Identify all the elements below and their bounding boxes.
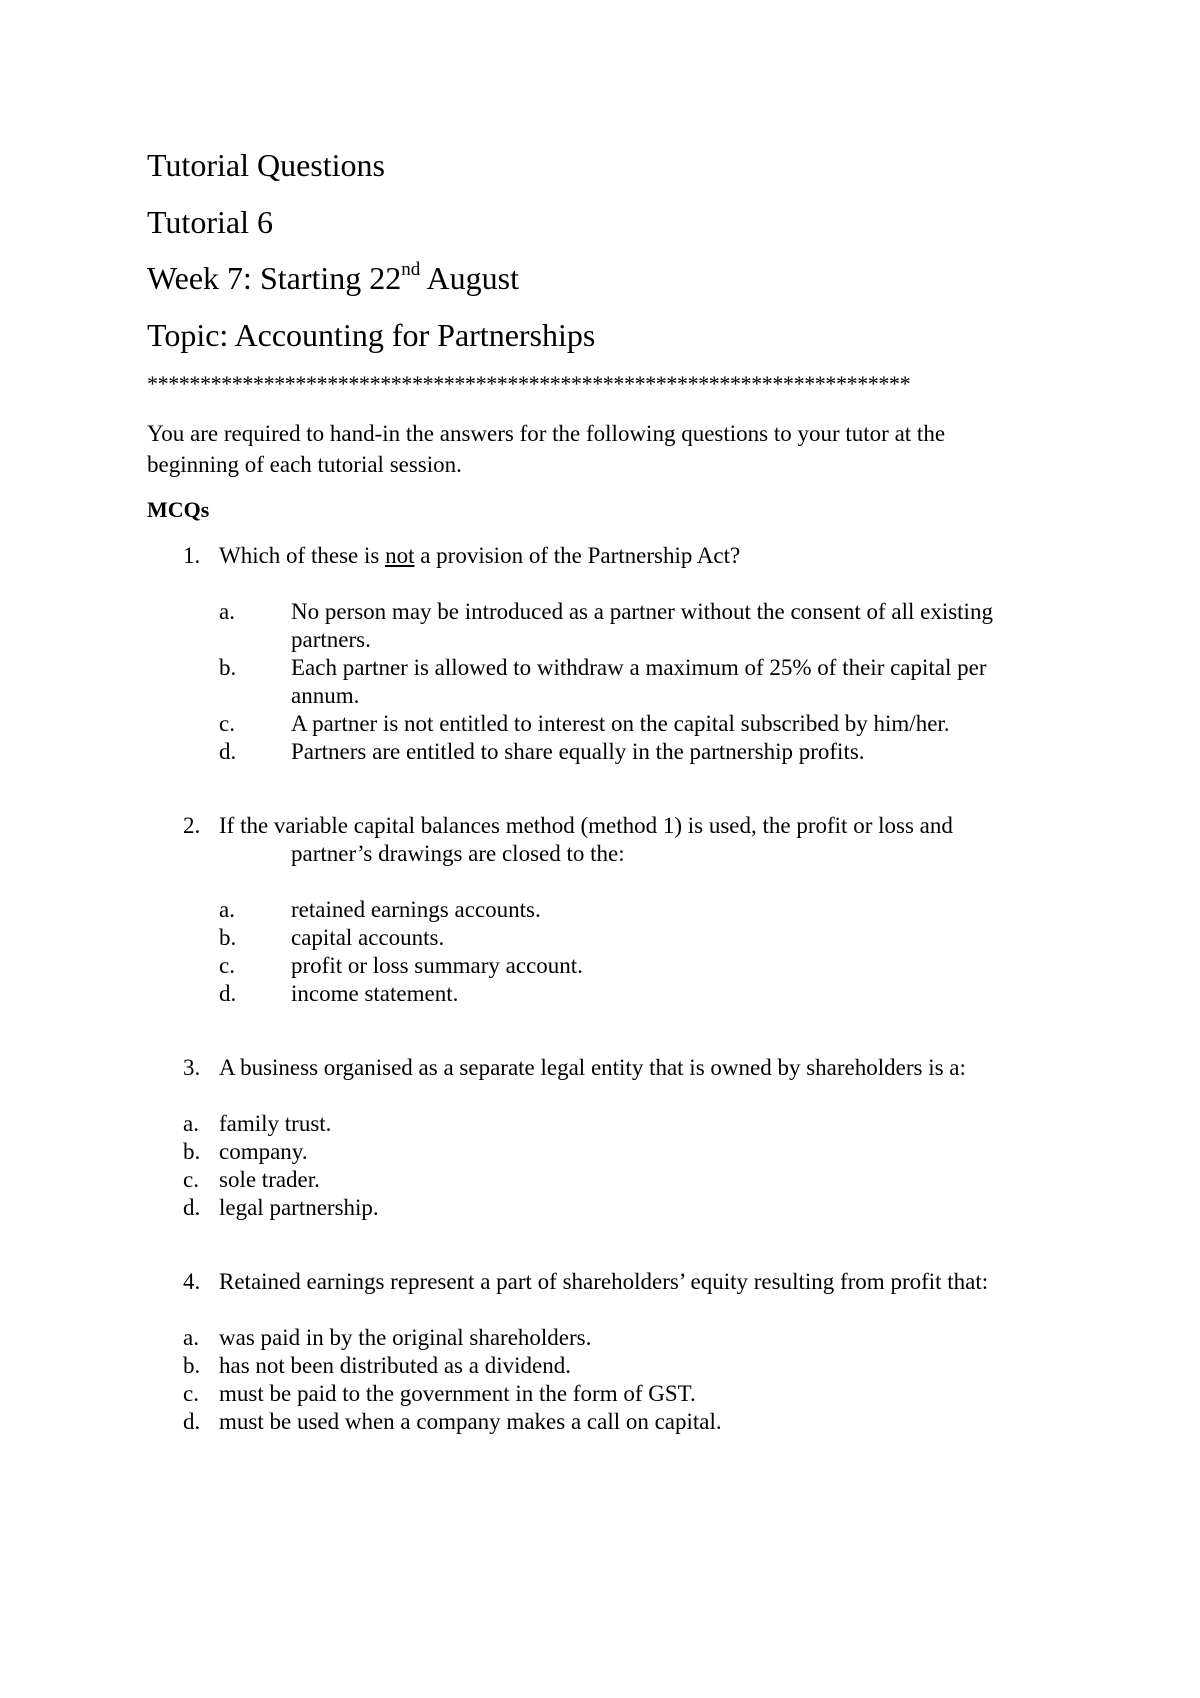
option-text: must be used when a company makes a call on capital.	[219, 1409, 722, 1434]
question-text-start: Which of these is	[219, 543, 386, 568]
option-text: must be paid to the government in the form of GST.	[219, 1381, 696, 1406]
option-text: company.	[219, 1139, 308, 1164]
option-text: family trust.	[219, 1111, 332, 1136]
separator-line: ************************************************************************	[147, 371, 911, 396]
week-heading-month: August	[420, 260, 519, 296]
question-number: 3.	[183, 1055, 201, 1080]
option-letter: b.	[183, 1139, 201, 1164]
option-text: legal partnership.	[219, 1195, 379, 1220]
option-letter: d.	[219, 739, 237, 764]
question-text: Retained earnings represent a part of shareholders’ equity resulting from profit that:	[219, 1269, 989, 1294]
tutorial-number: Tutorial 6	[147, 204, 273, 240]
option-text: capital accounts.	[291, 925, 445, 950]
option-letter: a.	[219, 599, 235, 624]
option-text: A partner is not entitled to interest on the capital subscribed by him/her.	[291, 711, 950, 736]
option-letter: c.	[183, 1381, 199, 1406]
option-letter: c.	[219, 953, 235, 978]
option-letter: b.	[219, 925, 237, 950]
option-letter: c.	[183, 1167, 199, 1192]
option-text: No person may be introduced as a partner without the consent of all existing partners.	[291, 599, 993, 652]
option-letter: a.	[183, 1325, 199, 1350]
option-letter: c.	[219, 711, 235, 736]
option-text: sole trader.	[219, 1167, 320, 1192]
option-text: Each partner is allowed to withdraw a maximum of 25% of their capital per annum.	[291, 655, 987, 708]
option-letter: b.	[219, 655, 237, 680]
question-number: 1.	[183, 543, 201, 568]
option-letter: d.	[183, 1409, 201, 1434]
question-text: A business organised as a separate legal entity that is owned by shareholders is a:	[219, 1055, 966, 1080]
option-letter: a.	[183, 1111, 199, 1136]
option-letter: d.	[219, 981, 237, 1006]
question-number: 2.	[183, 813, 201, 838]
option-text: was paid in by the original shareholders.	[219, 1325, 592, 1350]
question-text: If the variable capital balances method (method 1) is used, the profit or loss and	[219, 813, 953, 838]
week-heading-text: Week 7: Starting 22	[147, 260, 402, 296]
instructions-paragraph: You are required to hand-in the answers for the following questions to your tutor at the beginning of each tutorial session.	[147, 421, 946, 477]
question-text	[219, 542, 740, 570]
option-text: retained earnings accounts.	[291, 897, 541, 922]
option-text: Partners are entitled to share equally in the partnership profits.	[291, 739, 865, 764]
option-text: income statement.	[291, 981, 459, 1006]
option-letter: a.	[219, 897, 235, 922]
date-ordinal-suffix: nd	[401, 259, 421, 280]
question-text-emphasis: not	[385, 543, 415, 568]
topic-heading: Topic: Accounting for Partnerships	[147, 317, 596, 353]
question-text-end: a provision of the Partnership Act?	[414, 543, 741, 568]
option-text: has not been distributed as a dividend.	[219, 1353, 571, 1378]
option-letter: d.	[183, 1195, 201, 1220]
week-heading	[147, 259, 519, 297]
mcq-section-label: MCQs	[147, 497, 210, 522]
question-number: 4.	[183, 1269, 201, 1294]
option-letter: b.	[183, 1353, 201, 1378]
question-text-continued: partner’s drawings are closed to the:	[291, 841, 625, 866]
document-title: Tutorial Questions	[147, 147, 385, 183]
option-text: profit or loss summary account.	[291, 953, 583, 978]
